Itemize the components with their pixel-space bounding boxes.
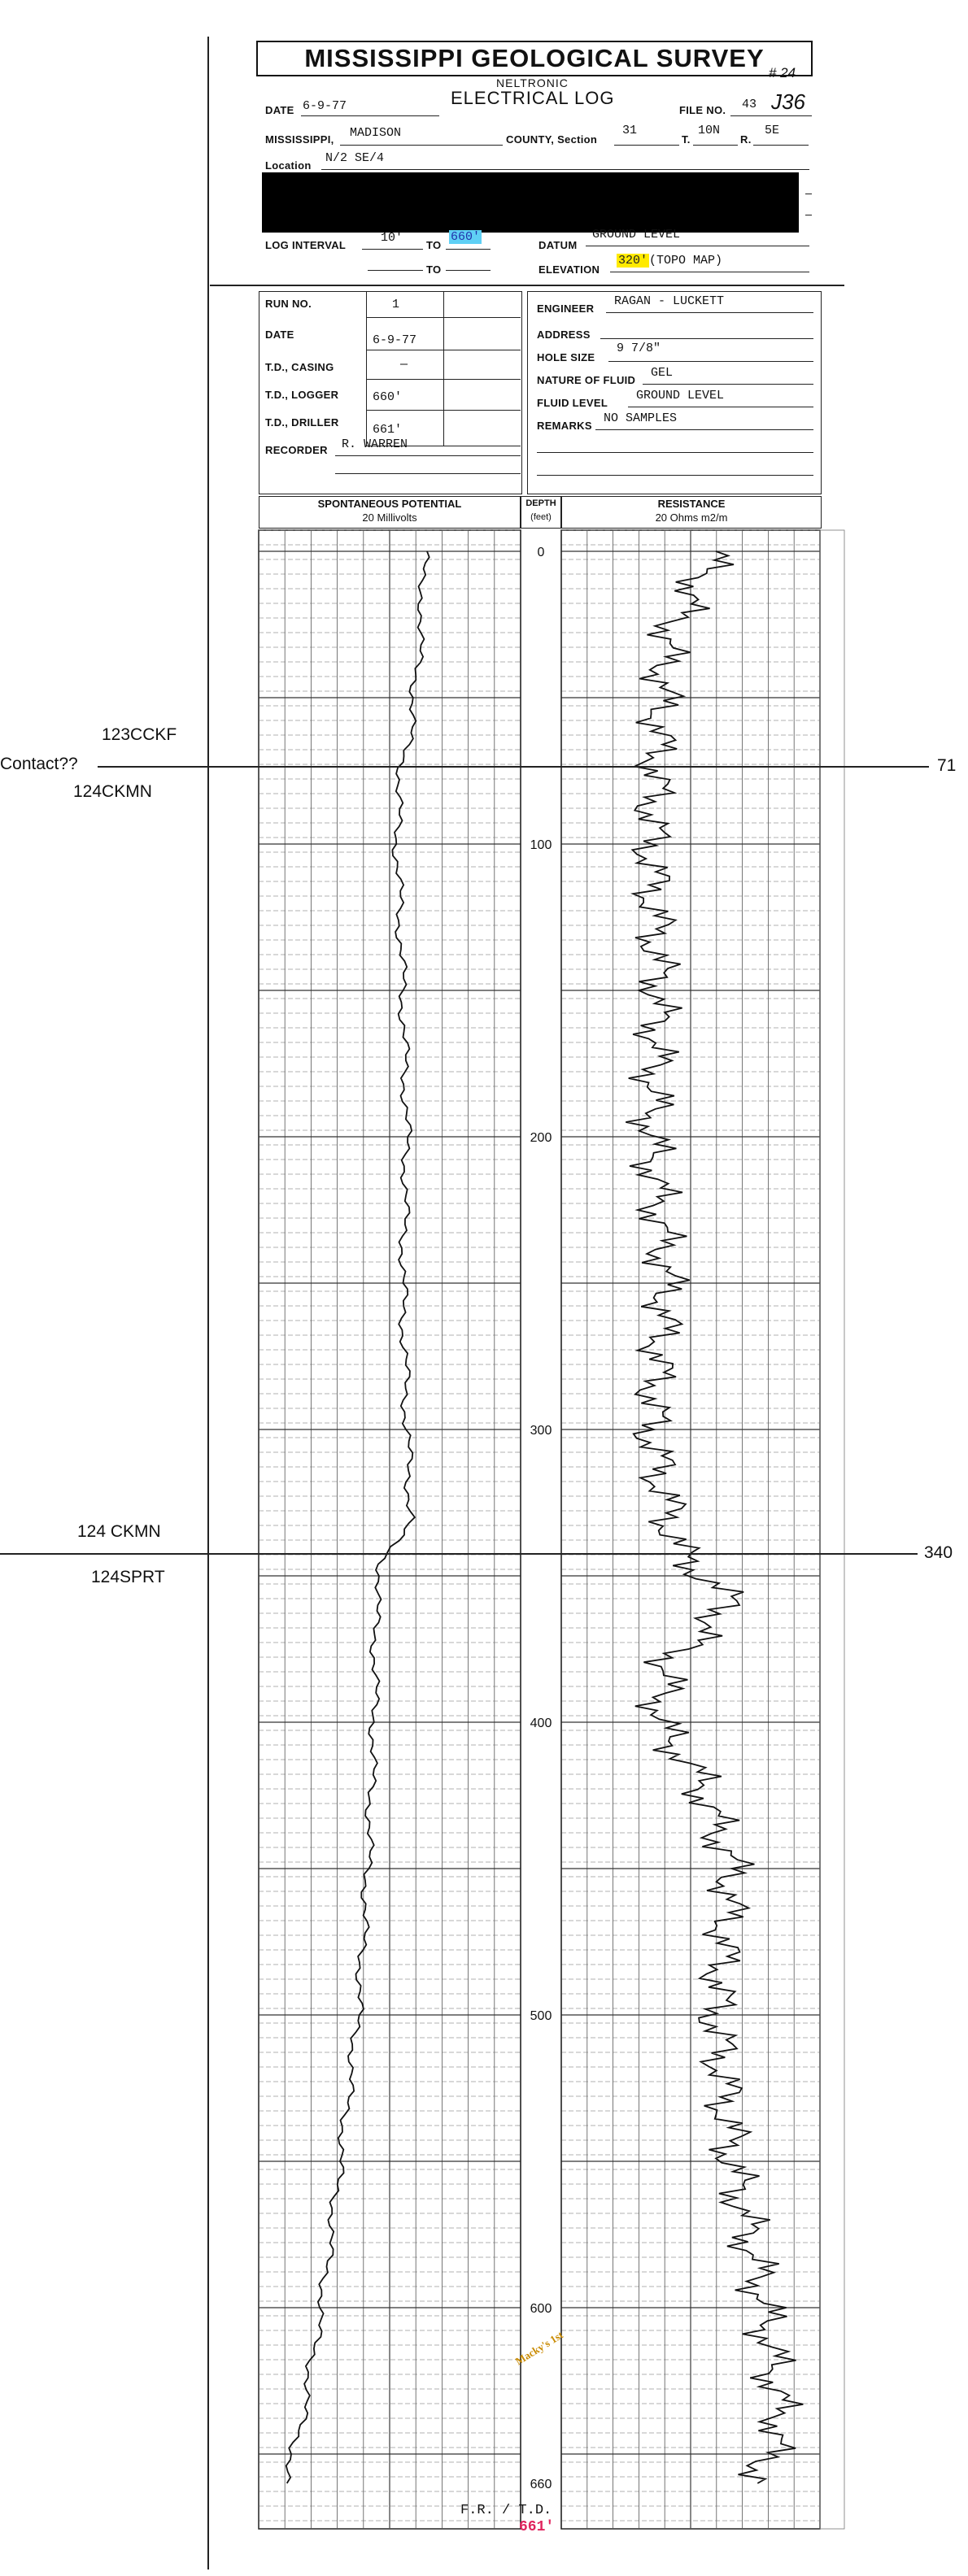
depth-tick-0: 0 xyxy=(537,546,545,559)
recorder-value: R. WARREN xyxy=(342,437,408,451)
depth-tick-400: 400 xyxy=(530,1717,552,1730)
date-value: 6-9-77 xyxy=(303,99,347,113)
township-label: T. xyxy=(682,133,691,146)
depth-tick-600: 600 xyxy=(530,2302,552,2316)
log-interval-label: LOG INTERVAL xyxy=(265,239,347,251)
location-value: N/2 SE/4 xyxy=(325,151,385,165)
unit-mid-lower-label: 124SPRT xyxy=(91,1568,165,1586)
hole-size-value: 9 7/8" xyxy=(617,342,661,355)
datum-value: GROUND LEVEL xyxy=(592,228,681,242)
location-label: Location xyxy=(265,159,312,172)
state-label: MISSISSIPPI, xyxy=(265,133,334,146)
depth-unit: (feet) xyxy=(530,512,552,522)
datum-label: DATUM xyxy=(539,239,578,251)
contact-line-340 xyxy=(0,1553,918,1555)
td-driller-label: T.D., DRILLER xyxy=(265,416,339,429)
log-interval-to: 660' xyxy=(451,230,481,244)
contact-depth-71: 71 xyxy=(937,756,957,775)
file-no-label: FILE NO. xyxy=(679,104,726,116)
survey-title: MISSISSIPPI GEOLOGICAL SURVEY xyxy=(256,41,813,76)
fluid-level-value: GROUND LEVEL xyxy=(636,389,725,402)
depth-tick-660: 660 xyxy=(530,2478,552,2491)
res-scale: 20 Ohms m2/m xyxy=(655,511,728,524)
run-no-label: RUN NO. xyxy=(265,298,312,310)
resistance-curve xyxy=(626,551,803,2483)
run-date-label: DATE xyxy=(265,329,294,341)
remarks-label: REMARKS xyxy=(537,420,592,432)
fluid-nature-label: NATURE OF FLUID xyxy=(537,374,636,386)
range-label: R. xyxy=(740,133,752,146)
recorder-label: RECORDER xyxy=(265,444,328,456)
depth-title: DEPTH xyxy=(525,498,556,508)
contact-label: Contact?? xyxy=(0,755,78,773)
engineer-label: ENGINEER xyxy=(537,302,595,315)
log-interval-from: 10' xyxy=(381,231,403,245)
sp-curve xyxy=(286,551,429,2483)
file-no-value: 43 xyxy=(742,98,757,111)
contact-depth-340: 340 xyxy=(924,1543,953,1562)
engineer-value: RAGAN - LUCKETT xyxy=(614,294,725,308)
unit-mid-upper-label: 124 CKMN xyxy=(77,1522,161,1541)
to-label-2: TO xyxy=(426,263,442,276)
company-name: NELTRONIC xyxy=(496,76,569,89)
depth-tick-200: 200 xyxy=(530,1131,552,1145)
handwritten-number: # 24 xyxy=(769,65,796,80)
sp-title: SPONTANEOUS POTENTIAL xyxy=(317,498,462,510)
range-value: 5E xyxy=(765,124,780,137)
td-casing-value: — xyxy=(400,358,408,372)
section-value: 31 xyxy=(622,124,638,137)
contact-line-71 xyxy=(98,766,929,768)
right-margin xyxy=(820,530,844,2529)
log-type: ELECTRICAL LOG xyxy=(451,88,615,108)
td-logger-value: 660' xyxy=(373,390,403,404)
fluid-level-label: FLUID LEVEL xyxy=(537,397,608,409)
td-driller-value: 661' xyxy=(373,423,403,437)
county-value: MADISON xyxy=(350,126,402,140)
res-title: RESISTANCE xyxy=(657,498,726,510)
date-label: DATE xyxy=(265,104,294,116)
td-logger-label: T.D., LOGGER xyxy=(265,389,339,401)
depth-tick-100: 100 xyxy=(530,838,552,852)
fluid-nature-value: GEL xyxy=(651,366,674,380)
stamp-mark: Macky's 1st xyxy=(512,2328,565,2368)
td-value: 661' xyxy=(519,2519,555,2535)
elevation-label: ELEVATION xyxy=(539,263,600,276)
elevation-value: 320' xyxy=(618,254,648,268)
depth-tick-300: 300 xyxy=(530,1424,552,1438)
remarks-value: NO SAMPLES xyxy=(604,411,678,425)
unit-upper-label: 123CCKF xyxy=(102,725,177,744)
depth-tick-500: 500 xyxy=(530,2009,552,2023)
run-date-value: 6-9-77 xyxy=(373,333,417,347)
county-label: COUNTY, Section xyxy=(506,133,598,146)
address-label: ADDRESS xyxy=(537,329,591,341)
township-value: 10N xyxy=(698,124,721,137)
sp-scale: 20 Millivolts xyxy=(362,511,417,524)
to-label: TO xyxy=(426,239,442,251)
td-marks: F.R. / T.D. xyxy=(460,2503,552,2518)
elevation-note: (TOPO MAP) xyxy=(649,254,723,268)
unit-lower-label: 124CKMN xyxy=(73,782,152,801)
td-casing-label: T.D., CASING xyxy=(265,361,334,373)
file-no-handwritten: J36 xyxy=(771,89,805,114)
hole-size-label: HOLE SIZE xyxy=(537,351,595,363)
run-no-value: 1 xyxy=(392,298,400,311)
